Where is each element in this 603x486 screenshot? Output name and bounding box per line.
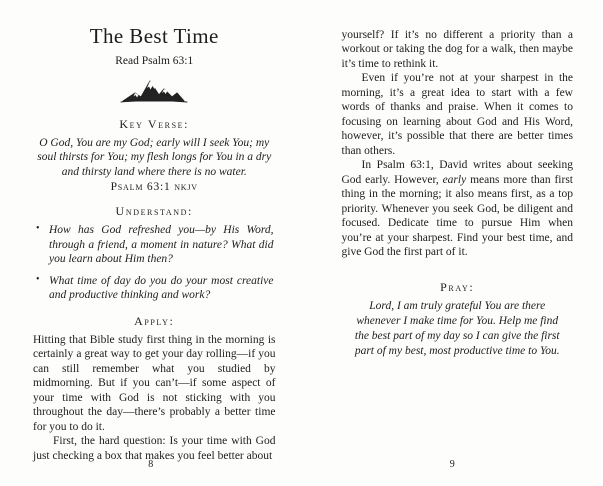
chapter-title: The Best Time <box>89 24 219 48</box>
paragraph-text-after-emphasis: means more than first thing in the morning; it also means first, as a top priority. Whenever you seek God, be diligent and focused. Dedicate time to pursue Him when you’re at your sharpest. Find your best time, and give God the first part of it. <box>341 173 573 259</box>
key-verse-reference: Psalm 63:1 nkjv <box>110 181 198 194</box>
apply-paragraph-2: First, the hard question: Is your time with God just checking a box that makes you feel better about <box>33 435 276 462</box>
apply-paragraph-continued: yourself? If it’s no different a priority than a workout or taking the dog for a walk, then maybe it’s time to rethink it. <box>341 29 573 70</box>
list-item <box>36 273 276 303</box>
emphasized-word: early <box>442 173 467 186</box>
divider-icon-wrap <box>33 76 276 106</box>
chapter-subtitle: Read Psalm 63:1 <box>115 55 194 67</box>
key-verse-heading: Key Verse: <box>119 117 190 131</box>
page-number-left: 8 <box>148 459 154 470</box>
apply-paragraph-4 <box>342 158 574 259</box>
page-number-right: 9 <box>449 459 455 470</box>
pray-heading: Pray: <box>440 279 475 294</box>
paragraph-text-before-emphasis: In Psalm 63:1, David writes about seeking God early. However, <box>341 159 573 186</box>
apply-paragraph-1: Hitting that Bible study first thing in the morning is certainly a great way to get your day rolling—if you can still remember what you studied by midmorning. But if you can’t—if some aspect of your time with God is not sticking with you throughout the day—there’s probably a better time for you to do it. <box>33 333 276 433</box>
understand-bullet-1: How has God refreshed you—by His Word, through a friend, a moment in nature? What did you learn about Him then? <box>49 224 274 266</box>
understand-heading: Understand: <box>115 204 193 219</box>
key-verse-text: O God, You are my God; early will I seek You; my soul thirsts for You; my flesh longs for You in a dry and thirsty land where there is no water. <box>37 137 272 178</box>
bullet-icon: • <box>36 223 40 235</box>
understand-bullet-list <box>33 223 276 302</box>
apply-paragraph-3: Even if you’re not at your sharpest in the morning, it’s a great idea to start with a few words of thanks and praise. When it comes to focusing on learning about God and His Word, however, it’s possible that there are better times than others. <box>341 72 573 157</box>
apply-heading: Apply: <box>134 313 175 328</box>
bullet-icon: • <box>36 273 40 285</box>
list-item <box>36 223 276 266</box>
mountains-icon <box>120 76 188 106</box>
prayer-text: Lord, I am truly grateful You are there whenever I make time for You. Help me find the best part of my day so I can give the first part of my best, most productive time to You. <box>354 299 560 357</box>
understand-bullet-2: What time of day do you do your most creative and productive thinking and work? <box>49 274 274 302</box>
page-right <box>302 0 603 486</box>
